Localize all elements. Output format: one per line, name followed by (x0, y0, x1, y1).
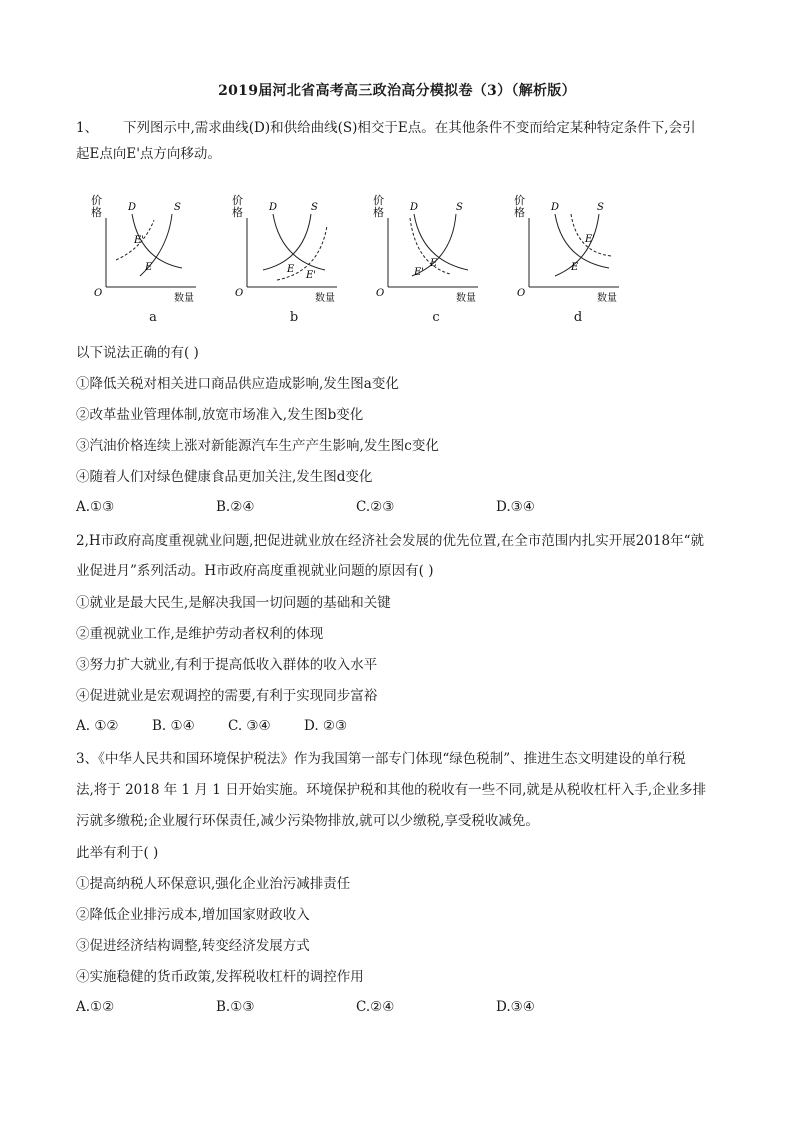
supply-label: S (456, 202, 463, 213)
question-2-text-line1: 2,H市政府高度重视就业问题,把促进就业放在经济社会发展的优先位置,在全市范围内扎实开展2018年“就 (76, 533, 704, 549)
question-1-number: 1、 (76, 120, 99, 136)
demand-label: D (269, 202, 278, 213)
origin-label: O (517, 288, 526, 299)
graph-a-label: a (149, 310, 157, 325)
question-3-text-line2: 法,将于 2018 年 1 月 1 日开始实施。环境保护税和其他的税收有一些不同,就是从税收杠杆入手,企业多排 (76, 782, 707, 798)
axis-label-price-2: 格 (373, 206, 384, 219)
origin-label: O (94, 288, 103, 299)
question-1-item-3: ③汽油价格连续上涨对新能源汽车生产产生影响,发生图c变化 (76, 438, 439, 454)
question-2-option-d[interactable]: D. ②③ (304, 718, 348, 734)
question-1-option-c[interactable]: C.②③ (356, 499, 395, 515)
graph-a-svg (88, 190, 218, 325)
question-1-item-2: ②改革盐业管理体制,放宽市场准入,发生图b变化 (76, 407, 364, 423)
axis-label-price-2: 格 (232, 206, 243, 219)
question-3-text-line1: 3、《中华人民共和国环境保护税法》作为我国第一部专门体现“绿色税制”、推进生态文明建设的单行税 (76, 751, 686, 767)
question-3-item-2: ②降低企业排污成本,增加国家财政收入 (76, 907, 310, 923)
question-1-option-d[interactable]: D.③④ (496, 499, 535, 515)
question-2-text-line2: 业促进月”系列活动。H市政府高度重视就业问题的原因有( ) (76, 563, 434, 579)
graph-a (88, 190, 218, 325)
axis-label-quantity: 数量 (315, 293, 335, 304)
graph-d-svg (511, 190, 641, 325)
point-e-prime: E' (306, 270, 317, 281)
axis-label-price-1: 价 (514, 194, 525, 207)
graph-b-svg (229, 190, 359, 325)
axis-label-price-2: 格 (91, 206, 102, 219)
question-3-option-c[interactable]: C.②④ (356, 999, 395, 1015)
shifted-curve (277, 226, 327, 280)
point-e-prime: E' (134, 235, 145, 246)
question-3-option-d[interactable]: D.③④ (496, 999, 535, 1015)
graph-c (370, 190, 500, 325)
question-2-item-1: ①就业是最大民生,是解决我国一切问题的基础和关键 (76, 595, 391, 611)
question-2-item-3: ③努力扩大就业,有利于提高低收入群体的收入水平 (76, 657, 378, 673)
question-3-prompt: 此举有利于( ) (76, 845, 159, 861)
graph-d-label: d (573, 310, 583, 325)
point-e-prime: E' (414, 267, 425, 278)
question-1-item-1: ①降低关税对相关进口商品供应造成影响,发生图a变化 (76, 376, 399, 392)
demand-curve (414, 214, 468, 270)
question-1-item-4: ④随着人们对绿色健康食品更加关注,发生图d变化 (76, 469, 373, 485)
question-1-text-line2: 起E点向E'点方向移动。 (76, 146, 221, 162)
origin-label: O (235, 288, 244, 299)
axis-label-price-1: 价 (373, 194, 384, 207)
axis-label-quantity: 数量 (174, 293, 194, 304)
graph-b (229, 190, 359, 325)
supply-label: S (311, 202, 318, 213)
question-2-option-a[interactable]: A. ①② (76, 718, 119, 734)
point-e-prime: E' (585, 234, 596, 245)
point-e: E (287, 264, 295, 275)
axis-label-quantity: 数量 (456, 293, 476, 304)
question-3-item-4: ④实施稳健的货币政策,发挥税收杠杆的调控作用 (76, 969, 364, 985)
point-e: E (571, 262, 579, 273)
question-3-item-1: ①提高纳税人环保意识,强化企业治污减排责任 (76, 876, 351, 892)
demand-label: D (551, 202, 560, 213)
question-2-option-b[interactable]: B. ①④ (152, 718, 195, 734)
question-3-option-a[interactable]: A.①② (76, 999, 115, 1015)
question-2-option-c[interactable]: C. ③④ (228, 718, 271, 734)
axis-label-price-1: 价 (91, 194, 102, 207)
axis-label-quantity: 数量 (597, 293, 617, 304)
graph-c-label: c (432, 310, 440, 325)
page-title: 2019届河北省高考高三政治高分模拟卷（3）（解析版） (218, 83, 576, 99)
supply-label: S (597, 202, 604, 213)
question-2-item-4: ④促进就业是宏观调控的需要,有利于实现同步富裕 (76, 688, 378, 704)
demand-label: D (128, 202, 137, 213)
question-3-item-3: ③促进经济结构调整,转变经济发展方式 (76, 938, 310, 954)
graph-d (511, 190, 641, 325)
point-e: E (145, 262, 153, 273)
demand-curve (555, 214, 609, 268)
question-3-option-b[interactable]: B.①③ (216, 999, 255, 1015)
demand-label: D (410, 202, 419, 213)
point-e: E (430, 258, 438, 269)
graph-b-label: b (289, 310, 299, 325)
question-3-text-line3: 污就多缴税;企业履行环保责任,减少污染物排放,就可以少缴税,享受税收减免。 (76, 813, 539, 829)
graph-c-svg (370, 190, 500, 325)
demand-curve (273, 214, 325, 270)
question-1-text-line1: 下列图示中,需求曲线(D)和供给曲线(S)相交于E点。在其他条件不变而给定某种特定条件下,会引 (123, 120, 696, 136)
origin-label: O (376, 288, 385, 299)
question-2-item-2: ②重视就业工作,是维护劳动者权利的体现 (76, 626, 324, 642)
question-1-option-b[interactable]: B.②④ (216, 499, 255, 515)
axis-label-price-1: 价 (232, 194, 243, 207)
question-1-prompt: 以下说法正确的有( ) (76, 345, 199, 361)
axis-label-price-2: 格 (514, 206, 525, 219)
supply-label: S (174, 202, 181, 213)
question-1-option-a[interactable]: A.①③ (76, 499, 115, 515)
